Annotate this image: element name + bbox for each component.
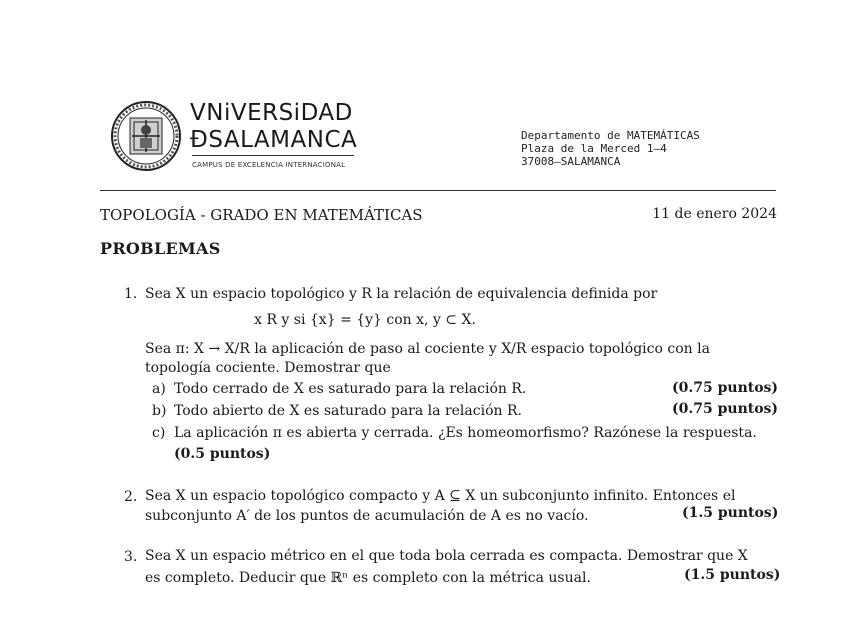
department-city: 37008–SALAMANCA [521, 155, 621, 168]
problem-1c-text: La aplicación π es abierta y cerrada. ¿Es homeomorfismo? Razónese la respuesta. [174, 425, 757, 441]
problem-1c-label: c) [152, 425, 166, 441]
logo-divider [192, 155, 354, 156]
problem-2-points: (1.5 puntos) [682, 505, 779, 521]
university-name-line2: ÐSALAMANCA [190, 127, 358, 153]
problem-1-formula: x R y si {x} = {y} con x, y ⊂ X. [254, 312, 476, 328]
university-name-line1: VNiVERSiDAD [190, 100, 353, 126]
problem-2-line2: subconjunto A′ de los puntos de acumulación de A es no vacío. [145, 508, 589, 524]
department-street: Plaza de la Merced 1–4 [521, 142, 667, 155]
problem-1-number: 1. [124, 286, 138, 302]
problem-3-number: 3. [124, 549, 138, 565]
header-divider [100, 190, 776, 191]
problem-1b-points: (0.75 puntos) [672, 401, 779, 417]
problem-1-text-line1: Sea π: X → X/R la aplicación de paso al cociente y X/R espacio topológico con la [145, 341, 710, 357]
problem-3-line2: es completo. Deducir que ℝⁿ es completo con la métrica usual. [145, 570, 591, 586]
problem-1a-text: Todo cerrado de X es saturado para la relación R. [174, 381, 527, 397]
problem-1b-text: Todo abierto de X es saturado para la relación R. [174, 403, 522, 419]
department-address [521, 129, 700, 168]
exam-date: 11 de enero 2024 [652, 206, 777, 222]
department-name: Departamento de MATEMÁTICAS [521, 129, 700, 142]
problem-2-line1: Sea X un espacio topológico compacto y A ⊆ X un subconjunto infinito. Entonces el [145, 488, 736, 504]
problem-2-number: 2. [124, 489, 138, 505]
problem-1a-points: (0.75 puntos) [672, 380, 779, 396]
problem-1-text-line2: topología cociente. Demostrar que [145, 360, 391, 376]
problem-3-points: (1.5 puntos) [684, 567, 781, 583]
university-seal-icon [110, 100, 182, 172]
campus-tagline: CAMPUS DE EXCELENCIA INTERNACIONAL [192, 161, 346, 169]
problem-1b-label: b) [152, 403, 167, 419]
problem-1-intro: Sea X un espacio topológico y R la relación de equivalencia definida por [145, 286, 658, 302]
problem-1a-label: a) [152, 381, 166, 397]
university-name [190, 100, 357, 154]
problem-1c-points: (0.5 puntos) [174, 446, 271, 462]
course-title: TOPOLOGÍA - GRADO EN MATEMÁTICAS [100, 206, 423, 224]
section-title: PROBLEMAS [100, 239, 221, 258]
problem-3-line1: Sea X un espacio métrico en el que toda bola cerrada es compacta. Demostrar que X [145, 548, 748, 564]
